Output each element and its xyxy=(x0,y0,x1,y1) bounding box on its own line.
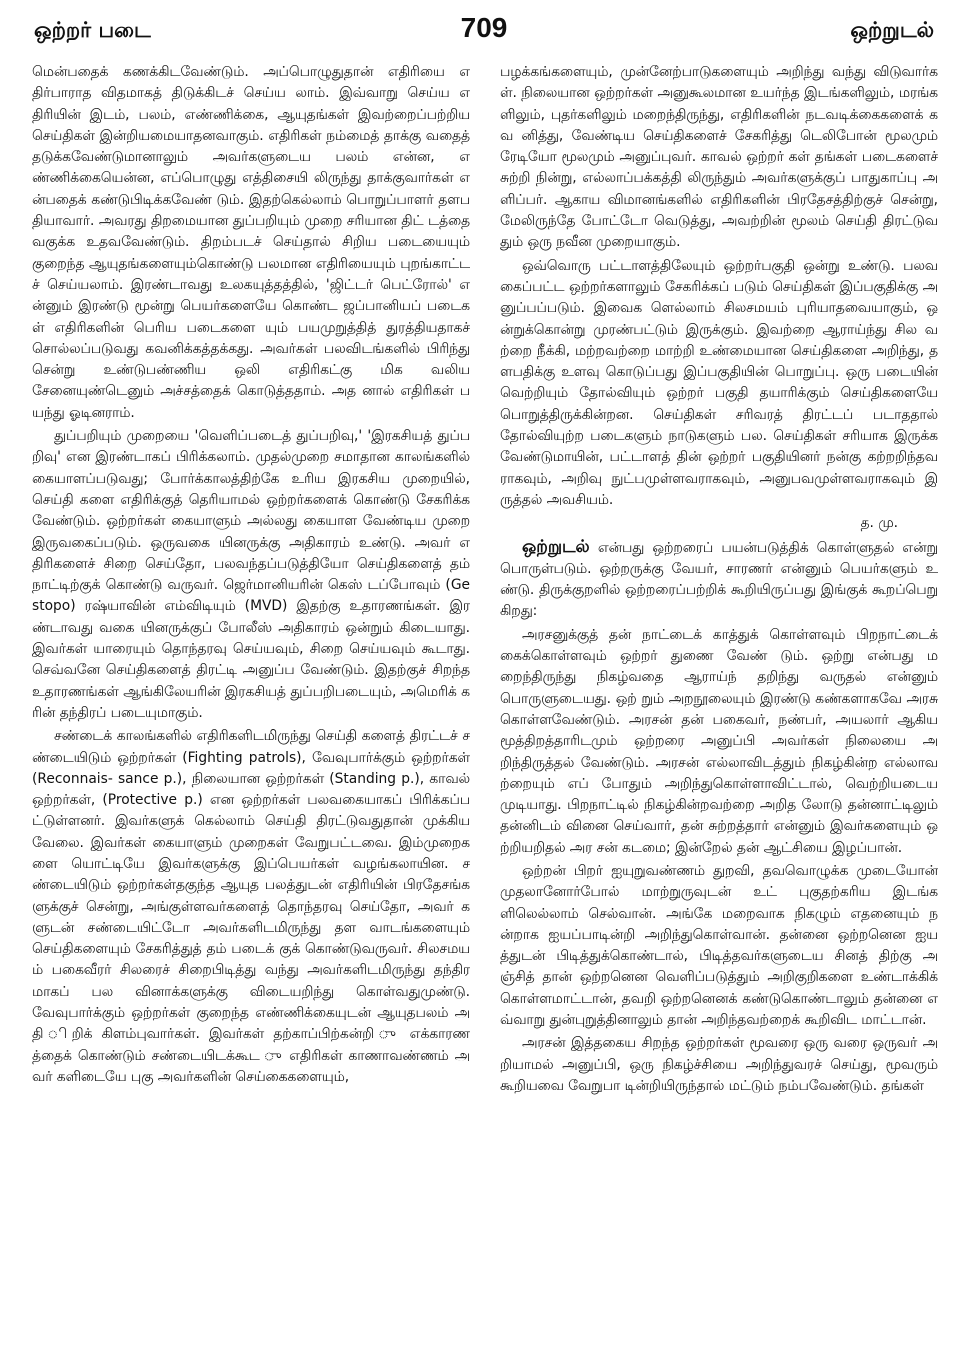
author-initials: த. மு. xyxy=(860,515,898,532)
paragraph: சண்டைக் காலங்களில் எதிரிகளிடமிருந்து செய்தி களைத் திரட்டச் சண்டையிடும் ஒற்றர்கள் (Fighting patrols), வேவுபார்க்கும் ஒற்றர்கள் (Reconnais- sance p.), நிலையான ஒற்றர்கள் (Standing p.), காவல் ஒற்றர்கள், (Protective p.) என ஒற்றர்கள் பலவகையாகப் பிரிக்கப்பட்டுள்ளனர். இவர்களுக் கெல்லாம் செய்தி திரட்டுவதுதான் முக்கிய வேலை. இவர்கள் கையாளும் முறைகள் வேறுபட்டவை. இம்முறைகளை யொட்டியே இவர்களுக்கு இப்பெயர்கள் வழங்கலாயின. சண்டையிடும் ஒற்றர்கள்தகுந்த ஆயுத பலத்துடன் எதிரியின் பிரதேசங்களுக்குச் சென்று, அங்குள்ளவர்களைத் தொந்தரவு செய்தோ, அவர் களுடன் சண்டையிட்டோ அவர்களிடமிருந்து தள வாடங்களையும் செய்திகளையும் சேகரித்துத் தம் படைக் குக் கொண்டுவருவர். சிலசமயம் பகைவீரர் சிலரைச் சிறைபிடித்து வந்து அவர்களிடமிருந்து தந்திரமாகப் பல வினாக்களுக்கு விடையறிந்து கொள்வதுமுண்டு. வேவுபார்க்கும் ஒற்றர்கள் குறைந்த எண்ணிக்கையுடன் ஆயுதபலம் அதி ிறிக் கிளம்புவார்கள். இவர்கள் தற்காப்பிற்கன்றி ு எக்காரணத்தைக் கொண்டும் சண்டையிடக்கூட ு எதிரிகள் காணாவண்ணம் அவர் களிடையே புகு அவர்களின் செய்கைகளையும், xyxy=(32,728,470,1085)
paragraph: அரசன் இத்தகைய சிறந்த ஒற்றர்கள் மூவரை ஒரு வரை ஒருவர் அறியாமல் அனுப்பி, ஒரு நிகழ்ச்சியை அறிந்துவரச் செய்து, மூவரும் கூறியவை வேறுபா டின்றியிருந்தால் மட்டும் நம்பவேண்டும். தங்கள் xyxy=(500,1035,938,1094)
paragraph: அரசனுக்குத் தன் நாட்டைக் காத்துக் கொள்ளவும் பிறநாட்டைக் கைக்கொள்ளவும் ஒற்றர் துணை வேண் டும். ஒற்று என்பது மறைந்திருந்து நிகழ்வதை ஆராய்ந் தறிந்து வருதல் என்னும் பொருளுடையது. ஒற் றும் அறநூலையும் இரண்டு கண்களாகவே அரசு கொள்ளவேண்டும். அரசன் தன் பகைவர், நண்பர், அயலார் ஆகிய மூத்திறத்தாரிடமும் ஒற்றரை அனுப்பி அவர்கள் நிலையை அறிந்திருத்தல் வேண்டும். அரசன் எல்லாவிடத்தும் நிகழ்கின்ற எல்லாவற்றையும் எப் போதும் அறிந்துகொள்ளாவிட்டால், வெற்றியடைய முடியாது. பிறநாட்டில் நிகழ்கின்றவற்றை அறித லோடு தன்னாட்டிலும் தன்னிடம் வினை செய்வார், தன் சுற்றத்தார் என்னும் இவர்களையும் ஒற்றியறிதல் அர சன் கடமை; இன்றேல் தன் ஆட்சியை இழப்பான். xyxy=(500,626,938,856)
header-right-title: ஒற்றுடல் xyxy=(850,18,934,42)
running-header xyxy=(34,12,934,46)
right-column xyxy=(500,62,938,1352)
entry-paragraph xyxy=(500,537,938,623)
left-column xyxy=(32,62,470,1352)
entry-term: ஒற்றுடல் xyxy=(522,536,590,557)
paragraph: ஒவ்வொரு பட்டாளத்திலேயும் ஒற்றர்பகுதி ஒன்று உண்டு. பலவகைப்பட்ட ஒற்றர்களாலும் சேகரிக்கப் படும் செய்திகள் இப்பகுதிக்கு அனுப்பப்படும். இவைக ளெல்லாம் சிலசமயம் புரியாதவையாகும், ஒன்றுக்கொன்று முரண்பட்டும் இருக்கும். இவற்றை ஆராய்ந்து சில வற்றை நீக்கி, மற்றவற்றை மாற்றி உண்மையான செய்திகளை அறிந்து, தளபதிக்கு உளவு கொடுப்பது இப்பகுதியின் பொறுப்பு. ஒரு படையின் வெற்றியும் தோல்வியும் ஒற்றர் பகுதி தயாரிக்கும் செய்திகளையே பொறுத்திருக்கின்றன. செய்திகள் சரிவரத் திரட்டப் படாததால் தோல்வியுற்ற படைகளும் நாடுகளும் பல. செய்திகள் சரியாக இருக்கவேண்டுமாயின், பட்டாளத் தின் ஒற்றர் பகுதியினர் நன்கு கற்றறிந்தவராகவும், அறிவு நுட்பமுள்ளவராகவும், அனுபவமுள்ளவராகவும் இருத்தல் அவசியம். xyxy=(500,257,938,508)
entry-intro: என்பது ஒற்றரைப் பயன்படுத்திக் கொள்ளுதல் என்று பொருள்படும். ஒற்றருக்கு வேயர், சாரணர் என்னும் பெயர்களும் உண்டு. திருக்குறளில் ஒற்றரைப்பற்றிக் கூறியிருப்பது இங்குக் கூறப்பெறு கிறது: xyxy=(500,539,938,620)
paragraph: துப்பறியும் முறையை 'வெளிப்படைத் துப்பறிவு,' 'இரகசியத் துப்பறிவு' என இரண்டாகப் பிரிக்கலாம். முதல்முறை சமாதான காலங்களில் கையாளப்படுவது; போர்க்காலத்திற்கே உரிய இரகசிய முறையில், செய்தி களை எதிரிக்குத் தெரியாமல் ஒற்றர்களைக் கொண்டு சேகரிக்க வேண்டும். ஒற்றர்கள் கையாளும் அல்லது கையாள வேண்டிய முறை இருவகைப்படும். ஒருவகை யினருக்கு அதிகாரம் உண்டு. அவர் எதிரிகளைச் சிறை செய்தோ, பலவந்தப்படுத்தியோ செய்திகளைத் தம் நாட்டிற்குக் கொண்டு வருவர். ஜெர்மானியரின் கெஸ் டப்போவும் (Gestopo) ரஷ்யாவின் எம்விடியும் (MVD) இதற்கு உதாரணங்கள். இரண்டாவது வகை யினருக்குப் போலீஸ் அதிகாரம் ஒன்றும் கிடையாது. இவர்கள் யாரையும் தொந்தரவு செய்யவும், சிறை செய்யவும் கூடாது. செவ்வனே செய்திகளைத் திரட்டி அனுப்ப வேண்டும். இதற்குச் சிறந்த உதாரணங்கள் ஆங்கிலேயரின் இரகசியத் துப்பறிபடையும், அமெரிக் கரின் தந்திரப் படையுமாகும். xyxy=(32,428,470,721)
header-left-title: ஒற்றர் படை xyxy=(34,18,151,42)
page-number: 709 xyxy=(460,12,508,43)
paragraph: மென்பதைக் கணக்கிடவேண்டும். அப்பொழுதுதான் எதிரியை எதிர்பாராத விதமாகத் திடுக்கிடச் செய்ய லாம். இவ்வாறு செய்ய எதிரியின் இடம், பலம், எண்ணிக்கை, ஆயுதங்கள் இவற்றைப்பற்றிய செய்திகள் இன்றியமையாதனவாகும். எதிரிகள் நம்மைத் தாக்கு வதைத் தடுக்கவேண்டுமானாலும் அவர்களுடைய பலம் என்ன, எண்ணிக்கையென்ன, எப்பொழுது எத்திசையி லிருந்து தாக்குவார்கள் என்பதைக் கண்டுபிடிக்கவேண் டும். இதற்கெல்லாம் பொறுப்பாளர் தளபதியாவார். அவரது திறமையான துப்பறியும் முறை சரியான திட் டத்தை வகுக்க உதவவேண்டும். திறம்படச் செய்தால் சிறிய படையையும் குறைந்த ஆயுதங்களையும்கொண்டு பலமான எதிரியையும் புறங்காட்டச் செய்யலாம். இரண்டாவது உலகயுத்தத்தில், 'ஜிட்டர் பெட்ரோல்' என்னும் இரண்டு மூன்று பெயர்களையே கொண்ட ஜப்பானியப் படைகள் எதிரிகளின் பெரிய படைகளை யும் பயமுறுத்தித் துரத்தியதாகச் சொல்லப்படுவது கவனிக்கத்தக்கது. அவர்கள் பலவிடங்களில் பிரிந்து சென்று உண்டுபண்ணிய ஒலி எதிரிகட்கு மிக வலிய சேனையுண்டெனும் அச்சத்தைக் கொடுத்ததாம். அத னால் எதிரிகள் பயந்து ஓடினராம். xyxy=(32,64,470,421)
paragraph: ஒற்றன் பிறர் ஐயுறுவண்ணம் துறவி, தவவொழுக்க முடையோன் முதலானோர்போல் மாற்றுருவுடன் உட் புகுதற்கரிய இடங்களிலெல்லாம் செல்வான். அங்கே மறைவாக நிகழும் எதனையும் நன்றாக ஐயப்பாடின்றி அறிந்துகொள்வான். தன்னை ஒற்றனென ஐயத்துடன் பிடித்துக்கொண்டால், பிடித்தவர்களுடைய சினத் திற்கு அஞ்சித் தான் ஒற்றனென வெளிப்படுத்தும் அறிகுறிகளை உண்டாக்கிக் கொள்ளமாட்டான், தவறி ஒற்றனெனக் கண்டுகொண்டாலும் தன்னை எவ்வாறு துன்புறுத்தினாலும் தான் அறிந்தவற்றைக் கூறிவிட மாட்டான். xyxy=(500,862,938,1029)
paragraph: பழக்கங்களையும், முன்னேற்பாடுகளையும் அறிந்து வந்து விடுவார்கள். நிலையான ஒற்றர்கள் அனுகூலமான உயர்ந்த இடங்களிலும், மரங்களிலும், புதர்களிலும் மறைந்திருந்து, எதிரிகளின் நடவடிக்கைகளைக் கவ னித்து, வேண்டிய செய்திகளைச் சேகரித்து டெலிபோன் மூலமும் ரேடியோ மூலமும் அனுப்புவர். காவல் ஒற்றர் கள் தங்கள் படைகளைச் சுற்றி நின்று, எல்லாப்பக்கத்தி லிருந்தும் அவர்களுக்குப் பாதுகாப்பு அளிப்பர். ஆகாய விமானங்களில் எதிரிகளின் பிரதேசத்திற்குச் சென்று, மேலிருந்தே போட்டோ வெடுத்து, அவற்றின் மூலம் செய்தி திரட்டுவதும் ஒரு நவீன முறையாகும். xyxy=(500,64,938,251)
